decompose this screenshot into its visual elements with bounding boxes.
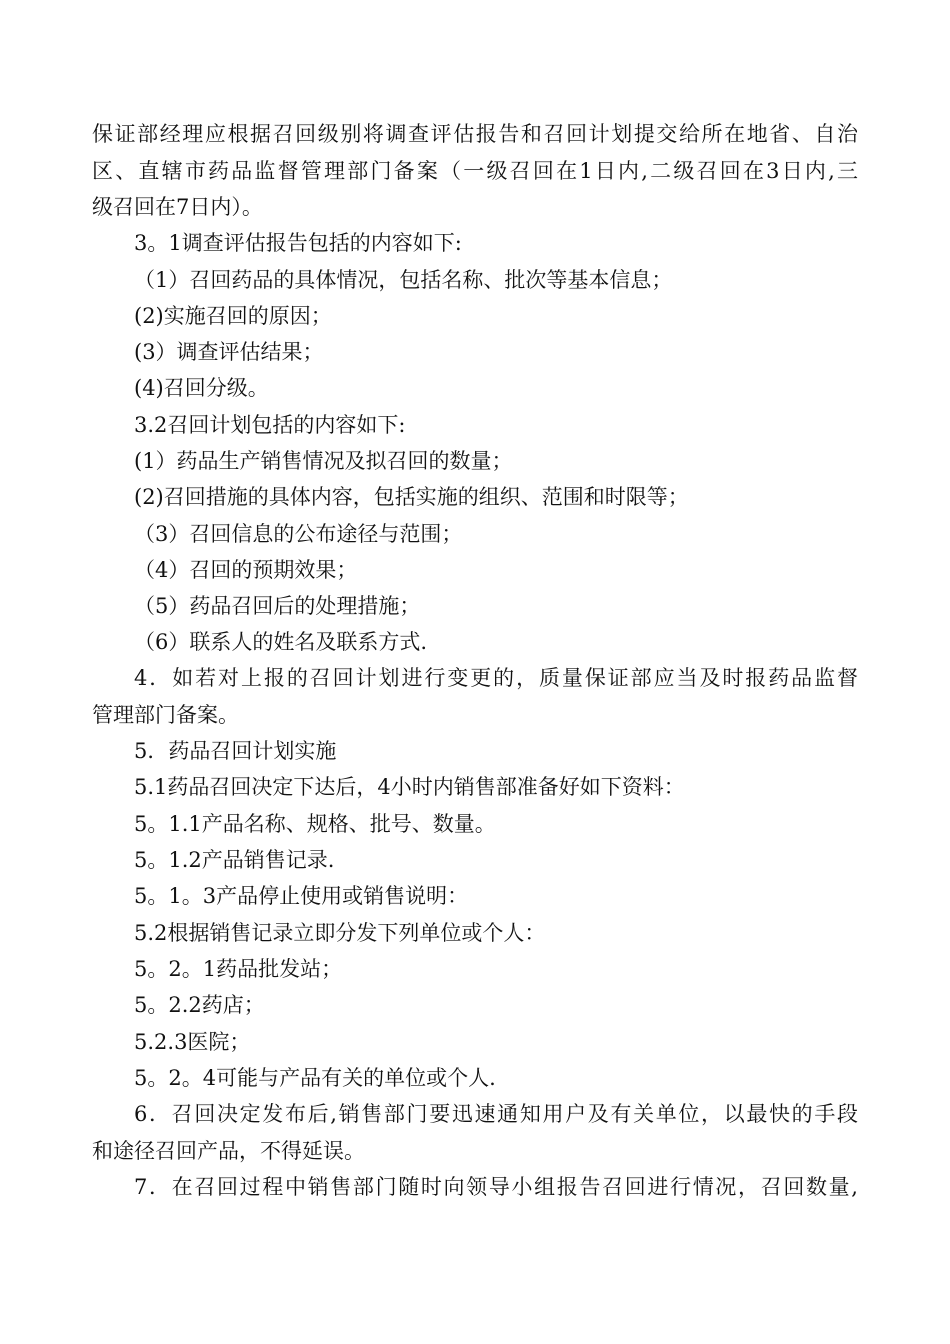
- paragraph-line-2: 区、直辖市药品监督管理部门备案（一级召回在1日内,二级召回在3日内,三: [92, 159, 858, 183]
- list-item-3-1-2: (2)实施召回的原因；: [134, 304, 332, 328]
- list-item-3-1-4: (4)召回分级。: [134, 376, 269, 400]
- list-item-3-2-3: （3）召回信息的公布途径与范围；: [134, 522, 463, 546]
- section-4-text: 4．如若对上报的召回计划进行变更的，质量保证部应当及时报药品监督: [134, 666, 858, 690]
- list-item-3-1-3: (3）调查评估结果；: [134, 340, 324, 364]
- list-item-3-2-2: (2)召回措施的具体内容，包括实施的组织、范围和时限等；: [134, 485, 689, 509]
- section-5-2-text: 5.2根据销售记录立即分发下列单位或个人：: [134, 921, 546, 945]
- list-item-3-2-1: (1）药品生产销售情况及拟召回的数量；: [134, 449, 513, 473]
- list-item-5-1-3: 5。1。3产品停止使用或销售说明：: [134, 884, 469, 908]
- list-item-5-2-3: 5.2.3医院；: [134, 1030, 251, 1054]
- section-6-text: 6．召回决定发布后,销售部门要迅速通知用户及有关单位，以最快的手段: [134, 1102, 858, 1126]
- paragraph-line-1: 保证部经理应根据召回级别将调查评估报告和召回计划提交给所在地省、自治: [92, 122, 858, 146]
- list-item-3-1-1: （1）召回药品的具体情况，包括名称、批次等基本信息；: [134, 268, 673, 292]
- section-3-2-heading: 3.2召回计划包括的内容如下:: [134, 413, 406, 437]
- section-6-text-cont: 和途径召回产品，不得延误。: [92, 1139, 365, 1163]
- section-3-1-heading: 3。1调查评估报告包括的内容如下:: [134, 231, 462, 255]
- section-7-text: 7．在召回过程中销售部门随时向领导小组报告召回进行情况，召回数量,: [134, 1175, 858, 1199]
- list-item-5-2-4: 5。2。4可能与产品有关的单位或个人.: [134, 1066, 496, 1090]
- list-item-5-2-2: 5。2.2药店；: [134, 993, 265, 1017]
- section-4-text-cont: 管理部门备案。: [92, 703, 239, 727]
- list-item-5-2-1: 5。2。1药品批发站；: [134, 957, 343, 981]
- list-item-3-2-5: （5）药品召回后的处理措施；: [134, 594, 421, 618]
- paragraph-line-3: 级召回在7日内）。: [92, 195, 263, 219]
- list-item-5-1-2: 5。1.2产品销售记录.: [134, 848, 335, 872]
- section-5-heading: 5．药品召回计划实施: [134, 739, 337, 763]
- section-5-1-text: 5.1药品召回决定下达后，4小时内销售部准备好如下资料：: [134, 775, 685, 799]
- list-item-5-1-1: 5。1.1产品名称、规格、批号、数量。: [134, 812, 496, 836]
- list-item-3-2-4: （4）召回的预期效果；: [134, 558, 358, 582]
- list-item-3-2-6: （6）联系人的姓名及联系方式.: [134, 630, 428, 654]
